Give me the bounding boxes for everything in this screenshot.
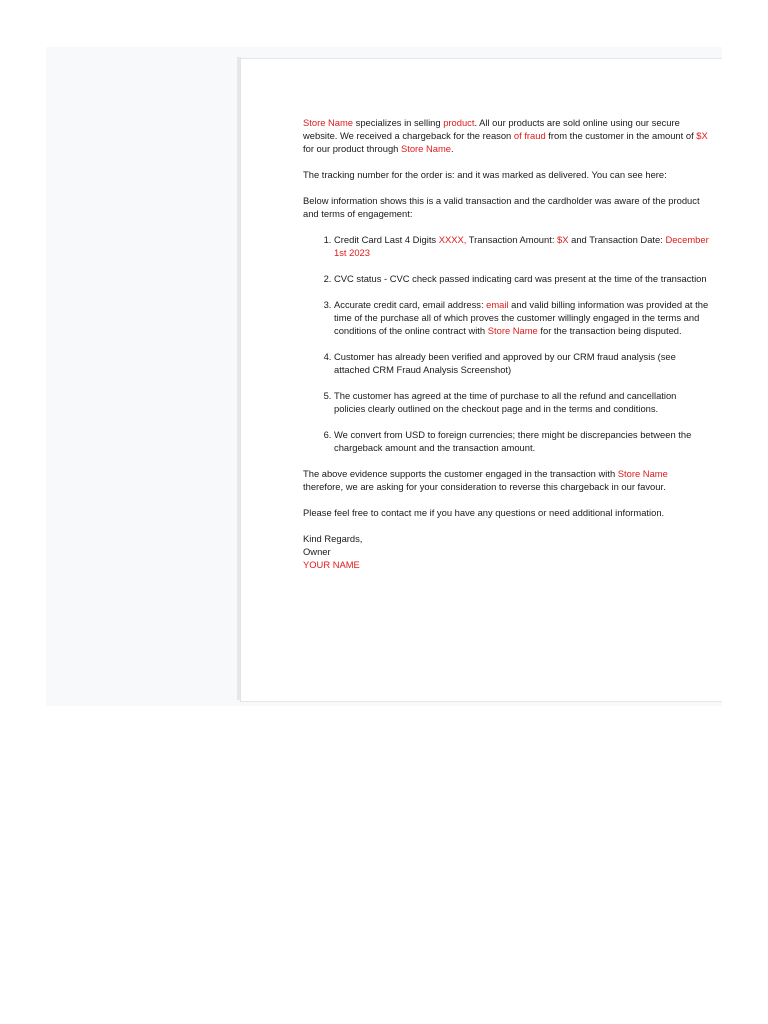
letter-body xyxy=(303,116,709,571)
item-text: Customer has already been verified and approved by our CRM fraud analysis (see attached CRM Fraud Analysis Screenshot) xyxy=(334,351,676,375)
placeholder-store-name: Store Name xyxy=(617,468,668,479)
evidence-item-6 xyxy=(334,428,709,454)
placeholder-card-digits: XXXX, xyxy=(438,234,467,245)
placeholder-email: email xyxy=(486,299,509,310)
placeholder-store-name: Store Name xyxy=(400,143,452,154)
item-text: Credit Card Last 4 Digits xyxy=(334,234,439,245)
intro-text: . xyxy=(451,143,454,154)
placeholder-store-name: Store Name xyxy=(487,325,538,336)
evidence-item-5 xyxy=(334,389,709,415)
placeholder-your-name: YOUR NAME xyxy=(303,559,360,570)
evidence-item-1 xyxy=(334,233,709,259)
below-info-paragraph: Below information shows this is a valid transaction and the cardholder was aware of the product and terms of engagement: xyxy=(303,195,700,219)
contact-paragraph: Please feel free to contact me if you have any questions or need additional information. xyxy=(303,507,665,518)
placeholder-date: December 1st 2023 xyxy=(334,234,709,258)
conclusion-paragraph xyxy=(303,467,709,493)
item-text: Accurate credit card, email address: xyxy=(334,299,487,310)
intro-text: from the customer in the amount of xyxy=(545,130,697,141)
conclusion-text: therefore, we are asking for your consideration to reverse this chargeback in our favour. xyxy=(303,481,666,492)
evidence-item-2 xyxy=(334,272,709,285)
placeholder-amount: $X xyxy=(557,234,569,245)
item-text: and Transaction Date: xyxy=(568,234,666,245)
placeholder-product: product xyxy=(443,117,475,128)
intro-paragraph xyxy=(303,116,709,155)
item-text: Transaction Amount: xyxy=(466,234,558,245)
item-text: We convert from USD to foreign currencies; there might be discrepancies between the chargeback amount and the transaction amount. xyxy=(334,429,692,453)
signoff-title: Owner xyxy=(303,546,331,557)
conclusion-text: The above evidence supports the customer engaged in the transaction with xyxy=(303,468,618,479)
placeholder-amount: $X xyxy=(696,130,708,141)
item-text: CVC status - CVC check passed indicating card was present at the time of the transaction xyxy=(334,273,707,284)
document-page xyxy=(240,58,722,702)
item-text: The customer has agreed at the time of purchase to all the refund and cancellation policies clearly outlined on the checkout page and in the terms and conditions. xyxy=(334,390,677,414)
evidence-item-3 xyxy=(334,298,709,337)
item-text: and valid billing information was provided at the time of the purchase all of which proves the customer willingly engaged in the terms and conditions of the online contract with xyxy=(334,299,709,336)
placeholder-store-name: Store Name xyxy=(303,117,354,128)
tracking-paragraph: The tracking number for the order is: and it was marked as delivered. You can see here: xyxy=(303,169,667,180)
placeholder-reason: of fraud xyxy=(513,130,546,141)
signoff-regards: Kind Regards, xyxy=(303,533,363,544)
intro-text: for our product through xyxy=(303,143,401,154)
signoff xyxy=(303,532,709,571)
intro-text: . All our products are sold online using our secure website. We received a chargeback for the reason xyxy=(303,117,680,141)
evidence-list xyxy=(303,233,709,454)
item-text: for the transaction being disputed. xyxy=(537,325,682,336)
intro-text: specializes in selling xyxy=(353,117,444,128)
evidence-item-4 xyxy=(334,350,709,376)
